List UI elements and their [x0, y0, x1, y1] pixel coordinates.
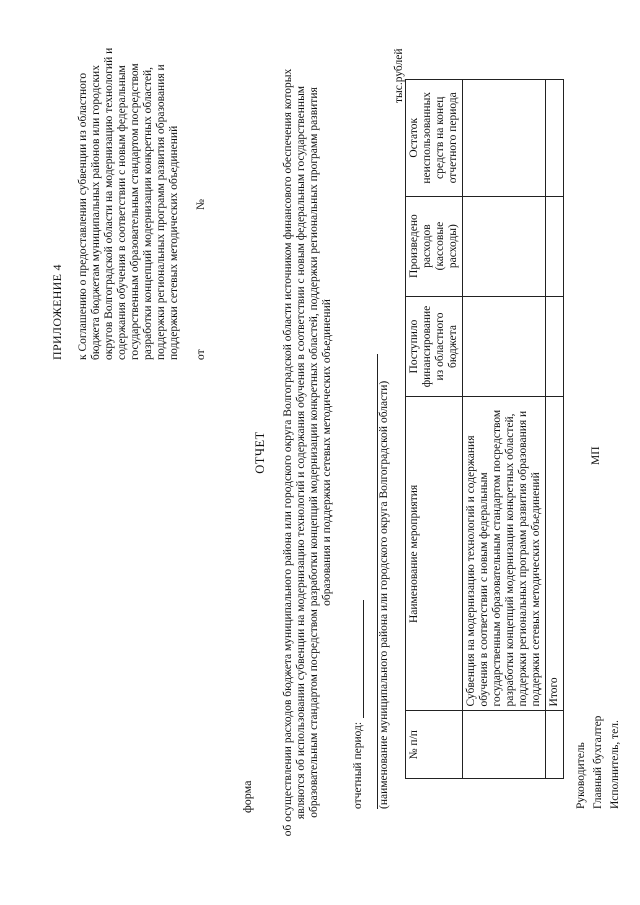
agreement-reference: к Соглашению о предоставлении субвенции из областного бюджета бюджетам муниципальных районов или городских округов Волгоградской области на модернизацию технологий и содержания обучения в соответствии с новым федеральным государственным образовательным стандартом посредством разработки концепций модернизации конкретных областей, поддержки региональных программ развития образования и поддержки сетевых методических объединений [77, 47, 180, 360]
total-number-cell [546, 711, 564, 779]
table-total-row [546, 80, 564, 779]
header-activity: Наименование мероприятия [406, 397, 463, 711]
row-balance-cell [463, 80, 546, 197]
municipality-field [377, 354, 390, 809]
appendix-block [50, 30, 207, 360]
signature-accountant: Главный бухгалтер [592, 715, 604, 809]
header-number: № п/п [406, 711, 463, 779]
reporting-period [352, 600, 364, 809]
period-label: отчетный период: [352, 721, 364, 809]
header-expenses: Произведено расходов (кассовые расходы) [406, 196, 463, 296]
row-expenses-cell [463, 196, 546, 296]
report-table [405, 79, 564, 779]
total-label: Итого [546, 397, 564, 711]
number-label: № [195, 199, 207, 210]
row-number-cell [463, 711, 546, 779]
table-row [463, 80, 546, 779]
total-expenses-cell [546, 196, 564, 296]
header-balance: Остаток неиспользованных средств на конец отчетного периода [406, 80, 463, 197]
total-balance-cell [546, 80, 564, 197]
currency-unit: тыс.рублей [393, 48, 405, 103]
from-label: от [195, 349, 207, 360]
period-input-line [353, 600, 364, 718]
row-activity-cell: Субвенция на модернизацию технологий и содержания обучения в соответствии с новым федеральным государственным образовательным стандартом посредством разработки концепций модернизации конкретных областей, поддержки региональных программ развития образования и поддержки сетевых методических объединений [463, 397, 546, 711]
municipality-caption: (наименование муниципального района или городского округа Волгоградской области) [378, 380, 390, 809]
report-title: ОТЧЕТ [253, 431, 267, 474]
stamp-label: МП [590, 446, 602, 465]
report-subtitle: об осуществлении расходов бюджета муниципального района или городского округа Волгоградской области источником финансового обеспечения которых являются об использовании субвенции на модернизацию технологий и содержания обучения в соответствии с новым федеральным государственным образовательным стандартом посредством разработки концепций модернизации конкретных областей, поддержки региональных программ развития образования и поддержки сетевых методических объединений [282, 68, 333, 837]
total-funding-cell [546, 296, 564, 397]
table-header-row [406, 80, 463, 779]
appendix-title: ПРИЛОЖЕНИЕ 4 [50, 264, 64, 360]
row-funding-cell [463, 296, 546, 397]
form-label: форма [240, 780, 254, 813]
signature-executor: Исполнитель, тел. [609, 720, 621, 809]
agreement-date-number [195, 30, 207, 360]
header-funding: Поступило финансирование из областного бюджета [406, 296, 463, 397]
signature-head: Руководитель [575, 742, 587, 809]
